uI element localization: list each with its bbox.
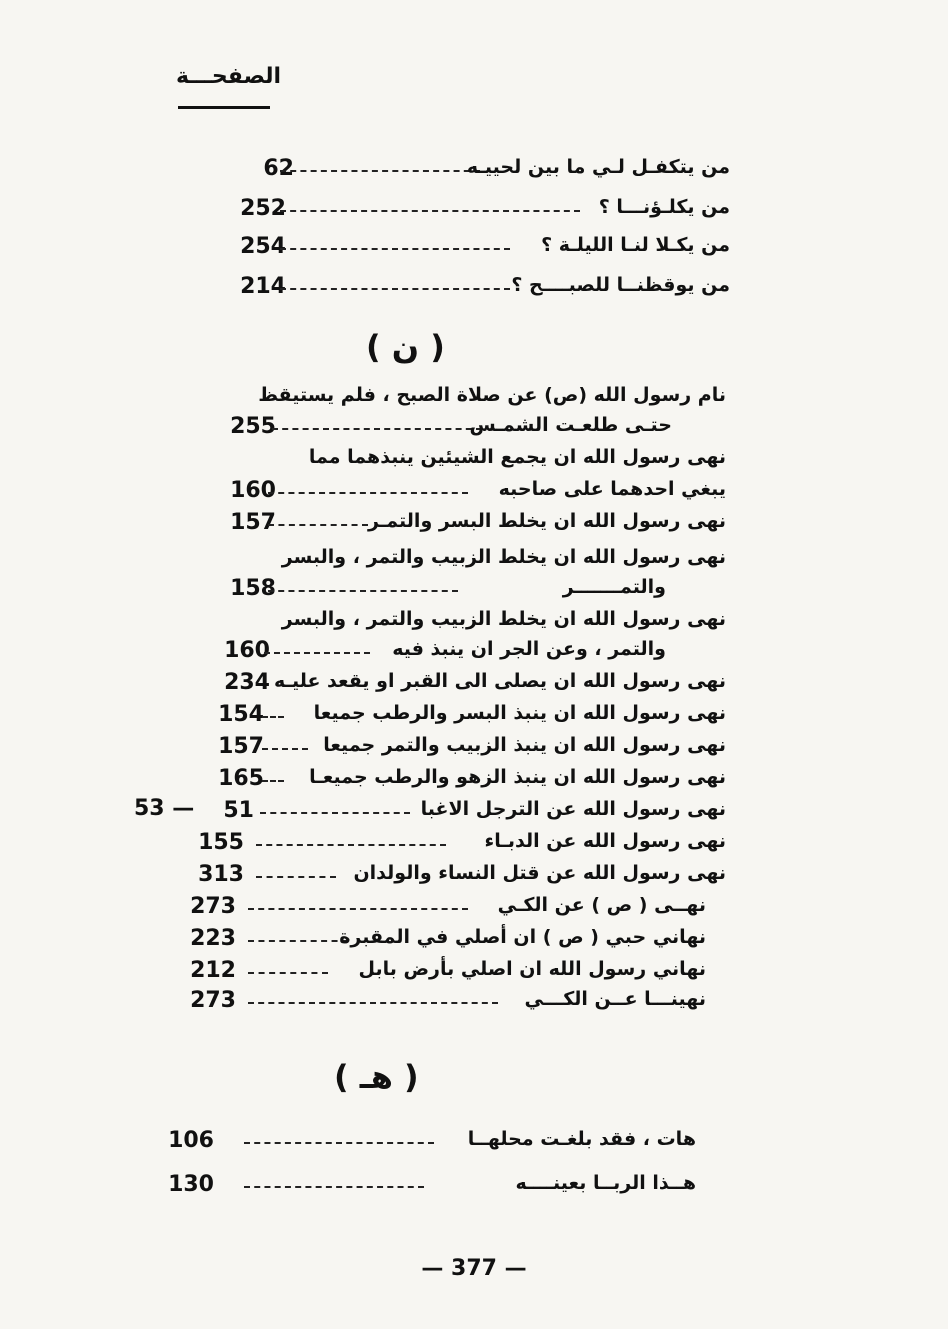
page-ref: 252 bbox=[240, 196, 286, 221]
entry-text: نهى رسول الله ان ينبذ البسر والرطب جميعا bbox=[313, 702, 726, 724]
index-entry bbox=[200, 734, 726, 766]
leader-dots bbox=[262, 716, 284, 718]
index-entry bbox=[222, 274, 730, 306]
index-entry bbox=[190, 798, 726, 830]
leader-dots bbox=[264, 652, 370, 654]
leader-dots bbox=[262, 780, 284, 782]
page-ref: 273 bbox=[190, 894, 236, 919]
section-heading-ha: ( هـ ) bbox=[334, 1058, 419, 1096]
page-ref: 157 bbox=[230, 510, 276, 535]
entry-text: نهاني حبي ( ص ) ان أصلي في المقبرة bbox=[339, 926, 706, 948]
index-entry bbox=[212, 478, 726, 510]
entry-text: من يكلـؤنـــا ؟ bbox=[598, 196, 730, 218]
page-ref: 154 bbox=[218, 702, 264, 727]
leader-dots bbox=[280, 288, 510, 290]
page-ref: 62 bbox=[263, 156, 294, 181]
leader-dots bbox=[248, 908, 468, 910]
leader-dots bbox=[248, 1002, 498, 1004]
index-entry bbox=[172, 958, 706, 990]
page-range-start: 53 — bbox=[134, 796, 195, 821]
page-ref: 155 bbox=[198, 830, 244, 855]
page-number: — 377 — bbox=[421, 1256, 527, 1281]
entry-text: نهى رسول الله ان ينبذ الزبيب والتمر جميعا bbox=[323, 734, 726, 756]
leader-dots bbox=[256, 844, 446, 846]
section-heading-nun: ( ن ) bbox=[366, 328, 445, 366]
index-entry bbox=[180, 830, 726, 862]
index-entry bbox=[200, 702, 726, 734]
page-ref: 255 bbox=[230, 414, 276, 439]
leader-dots bbox=[244, 1142, 434, 1144]
entry-first-line: نهى رسول الله ان يجمع الشيئين ينبذهما مما bbox=[308, 446, 726, 468]
leader-dots bbox=[262, 748, 308, 750]
page-ref: 51 bbox=[223, 798, 254, 823]
entry-first-line: نهى رسول الله ان يخلط الزبيب والتمر ، والبسر bbox=[281, 608, 726, 630]
page-ref: 214 bbox=[240, 274, 286, 299]
entry-first-line: نهى رسول الله ان يخلط الزبيب والتمر ، والبسر bbox=[281, 546, 726, 568]
entry-text: من يتكفـل لـي ما بين لحييـه bbox=[466, 156, 730, 178]
leader-dots bbox=[280, 210, 580, 212]
page-ref: 130 bbox=[168, 1172, 214, 1197]
entry-text: نهى رسول الله عن الترجل الاغبا bbox=[420, 798, 726, 820]
page-ref: 158 bbox=[230, 576, 276, 601]
leader-dots bbox=[272, 428, 482, 430]
leader-dots bbox=[248, 940, 348, 942]
index-entry bbox=[212, 576, 666, 608]
entry-text: نهى رسول الله ان ينبذ الزهو والرطب جميعـا bbox=[309, 766, 726, 788]
entry-text: من يكـلا لنـا الليلـة ؟ bbox=[541, 234, 730, 256]
entry-text: نهى رسول الله عن الدبـاء bbox=[484, 830, 726, 852]
page-ref: 313 bbox=[198, 862, 244, 887]
entry-text: نهى رسول الله ان يخلط البسر والتمـر bbox=[367, 510, 726, 532]
entry-text: هــذا الربــا بعينــــه bbox=[515, 1172, 696, 1194]
index-entry bbox=[150, 1128, 696, 1160]
entry-text: هات ، فقد بلغـت محلهــا bbox=[467, 1128, 696, 1150]
entry-text: من يوقظنــا للصبــــح ؟ bbox=[511, 274, 730, 296]
entry-text: والتمـــــــر bbox=[562, 576, 666, 598]
index-entry bbox=[206, 638, 666, 670]
entry-text: نهى رسول الله ان يصلى الى القبر او يقعد عليـه bbox=[273, 670, 726, 692]
entry-text: نهــى ( ص ) عن الكـي bbox=[497, 894, 706, 916]
leader-dots bbox=[280, 248, 510, 250]
leader-dots bbox=[256, 876, 336, 878]
page-ref: 106 bbox=[168, 1128, 214, 1153]
page-ref: 223 bbox=[190, 926, 236, 951]
leader-dots bbox=[248, 972, 328, 974]
header-underline bbox=[178, 106, 270, 109]
index-entry bbox=[180, 862, 726, 894]
index-entry bbox=[222, 234, 730, 266]
index-entry bbox=[150, 1172, 696, 1204]
page-ref: 160 bbox=[230, 478, 276, 503]
index-entry bbox=[172, 926, 706, 958]
index-entry bbox=[212, 414, 672, 446]
page-ref: 234 bbox=[224, 670, 270, 695]
leader-dots bbox=[244, 1186, 424, 1188]
page-ref: 273 bbox=[190, 988, 236, 1013]
index-entry bbox=[172, 988, 706, 1020]
index-entry bbox=[222, 196, 730, 228]
page-column-header: الصفحـــة bbox=[176, 64, 282, 89]
entry-text: يبغي احدهما على صاحبه bbox=[498, 478, 726, 500]
leader-dots bbox=[280, 170, 480, 172]
page-ref: 160 bbox=[224, 638, 270, 663]
index-entry bbox=[200, 766, 726, 798]
index-entry bbox=[230, 156, 730, 188]
leader-dots bbox=[268, 590, 458, 592]
index-entry bbox=[206, 670, 726, 702]
index-entry bbox=[172, 894, 706, 926]
page-ref: 157 bbox=[218, 734, 264, 759]
entry-text: حتـى طلعـت الشمـس bbox=[469, 414, 672, 436]
entry-text: والتمر ، وعن الجر ان ينبذ فيه bbox=[392, 638, 666, 660]
entry-text: نهى رسول الله عن قتل النساء والولدان bbox=[353, 862, 726, 884]
entry-text: نهينـــا عــن الكـــي bbox=[524, 988, 706, 1010]
index-entry bbox=[212, 510, 726, 542]
leader-dots bbox=[260, 812, 410, 814]
leader-dots bbox=[268, 524, 368, 526]
leader-dots bbox=[268, 492, 468, 494]
entry-first-line: نام رسول الله (ص) عن صلاة الصبح ، فلم يستيقظ bbox=[258, 384, 726, 406]
page-ref: 165 bbox=[218, 766, 264, 791]
page-ref: 212 bbox=[190, 958, 236, 983]
entry-text: نهاني رسول الله ان اصلي بأرض بابل bbox=[358, 958, 706, 980]
page-ref: 254 bbox=[240, 234, 286, 259]
